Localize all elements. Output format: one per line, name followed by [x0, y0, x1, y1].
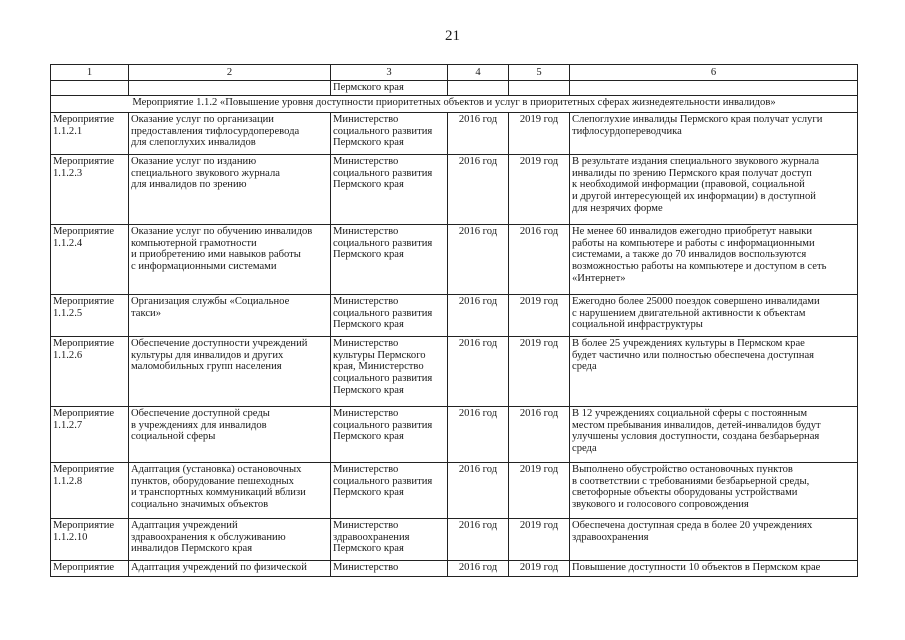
section-row [51, 95, 858, 112]
start-year: 2016 год [448, 224, 509, 294]
continuation-executor: Пермского края [331, 80, 448, 95]
start-year: 2016 год [448, 112, 509, 154]
measure-id: Мероприятие 1.1.2.7 [51, 406, 129, 462]
measure-id: Мероприятие 1.1.2.1 [51, 112, 129, 154]
measure-id: Мероприятие 1.1.2.10 [51, 518, 129, 560]
measure-id: Мероприятие 1.1.2.4 [51, 224, 129, 294]
column-number-row [51, 65, 858, 81]
table-row [51, 406, 858, 462]
continuation-row [51, 80, 858, 95]
expected-result: В результате издания специального звукового журнала инвалиды по зрению Пермского края получат доступ к необходимой информации (правовой, социальной и другой интересующей их информации) в доступной для незрячих форме [570, 154, 858, 224]
start-year: 2016 год [448, 336, 509, 406]
expected-result: Ежегодно более 25000 поездок совершено инвалидами с нарушением двигательной активности к объектам социальной инфраструктуры [570, 294, 858, 336]
measure-name: Оказание услуг по обучению инвалидов компьютерной грамотности и приобретению ими навыков работы с информационными системами [129, 224, 331, 294]
table-row [51, 294, 858, 336]
table-row [51, 224, 858, 294]
table-row [51, 336, 858, 406]
table-cell [129, 80, 331, 95]
table-row [51, 112, 858, 154]
end-year: 2019 год [509, 462, 570, 518]
expected-result: Повышение доступности 10 объектов в Пермском крае [570, 560, 858, 576]
end-year: 2016 год [509, 224, 570, 294]
section-title: Мероприятие 1.1.2 «Повышение уровня доступности приоритетных объектов и услуг в приоритетных сферах жизнедеятельности инвалидов» [51, 95, 858, 112]
executor: Министерство [331, 560, 448, 576]
start-year: 2016 год [448, 154, 509, 224]
executor: Министерство социального развития Пермского края [331, 406, 448, 462]
expected-result: Не менее 60 инвалидов ежегодно приобретут навыки работы на компьютере и работы с информационными системами, а также до 70 инвалидов воспользуются возможностью работы на компьютере и доступом в сеть «Интернет» [570, 224, 858, 294]
page-number: 21 [445, 28, 460, 44]
expected-result: Слепоглухие инвалиды Пермского края получат услуги тифлосурдопереводчика [570, 112, 858, 154]
end-year: 2019 год [509, 518, 570, 560]
end-year: 2019 год [509, 336, 570, 406]
start-year: 2016 год [448, 518, 509, 560]
expected-result: В более 25 учреждениях культуры в Пермском крае будет частично или полностью обеспечена доступная среда [570, 336, 858, 406]
column-number: 4 [448, 65, 509, 81]
table-cell [509, 80, 570, 95]
start-year: 2016 год [448, 406, 509, 462]
executor: Министерство социального развития Пермского края [331, 224, 448, 294]
measure-id: Мероприятие 1.1.2.6 [51, 336, 129, 406]
end-year: 2019 год [509, 560, 570, 576]
executor: Министерство социального развития Пермского края [331, 462, 448, 518]
measure-id: Мероприятие 1.1.2.3 [51, 154, 129, 224]
measure-id: Мероприятие 1.1.2.8 [51, 462, 129, 518]
table-row [51, 154, 858, 224]
start-year: 2016 год [448, 462, 509, 518]
executor: Министерство социального развития Пермского края [331, 112, 448, 154]
measure-name: Адаптация учреждений по физической [129, 560, 331, 576]
measure-name: Адаптация (установка) остановочных пунктов, оборудование пешеходных и транспортных коммуникаций вблизи социально значимых объектов [129, 462, 331, 518]
executor: Министерство здравоохранения Пермского края [331, 518, 448, 560]
expected-result: В 12 учреждениях социальной сферы с постоянным местом пребывания инвалидов, детей-инвалидов будут улучшены условия доступности, создана безбарьерная среда [570, 406, 858, 462]
end-year: 2019 год [509, 154, 570, 224]
table-cell [570, 80, 858, 95]
measures-table [50, 64, 858, 577]
measures-rows [51, 112, 858, 576]
column-number: 3 [331, 65, 448, 81]
measure-name: Обеспечение доступности учреждений культуры для инвалидов и других маломобильных групп населения [129, 336, 331, 406]
table-row [51, 560, 858, 576]
executor: Министерство социального развития Пермского края [331, 294, 448, 336]
measure-name: Оказание услуг по организации предоставления тифлосурдоперевода для слепоглухих инвалидов [129, 112, 331, 154]
column-number: 1 [51, 65, 129, 81]
measure-id: Мероприятие 1.1.2.5 [51, 294, 129, 336]
column-number: 5 [509, 65, 570, 81]
measure-id: Мероприятие [51, 560, 129, 576]
column-number: 6 [570, 65, 858, 81]
start-year: 2016 год [448, 294, 509, 336]
executor: Министерство социального развития Пермского края [331, 154, 448, 224]
start-year: 2016 год [448, 560, 509, 576]
table-cell [51, 80, 129, 95]
measure-name: Оказание услуг по изданию специального звукового журнала для инвалидов по зрению [129, 154, 331, 224]
expected-result: Обеспечена доступная среда в более 20 учреждениях здравоохранения [570, 518, 858, 560]
measure-name: Организация службы «Социальное такси» [129, 294, 331, 336]
measure-name: Адаптация учреждений здравоохранения к обслуживанию инвалидов Пермского края [129, 518, 331, 560]
table-row [51, 518, 858, 560]
end-year: 2016 год [509, 406, 570, 462]
measure-name: Обеспечение доступной среды в учреждениях для инвалидов социальной сферы [129, 406, 331, 462]
table-row [51, 462, 858, 518]
executor: Министерство культуры Пермского края, Министерство социального развития Пермского края [331, 336, 448, 406]
column-number: 2 [129, 65, 331, 81]
expected-result: Выполнено обустройство остановочных пунктов в соответствии с требованиями безбарьерной среды, светофорные объекты оборудованы устройствами звукового и голосового сопровождения [570, 462, 858, 518]
table-cell [448, 80, 509, 95]
end-year: 2019 год [509, 294, 570, 336]
end-year: 2019 год [509, 112, 570, 154]
